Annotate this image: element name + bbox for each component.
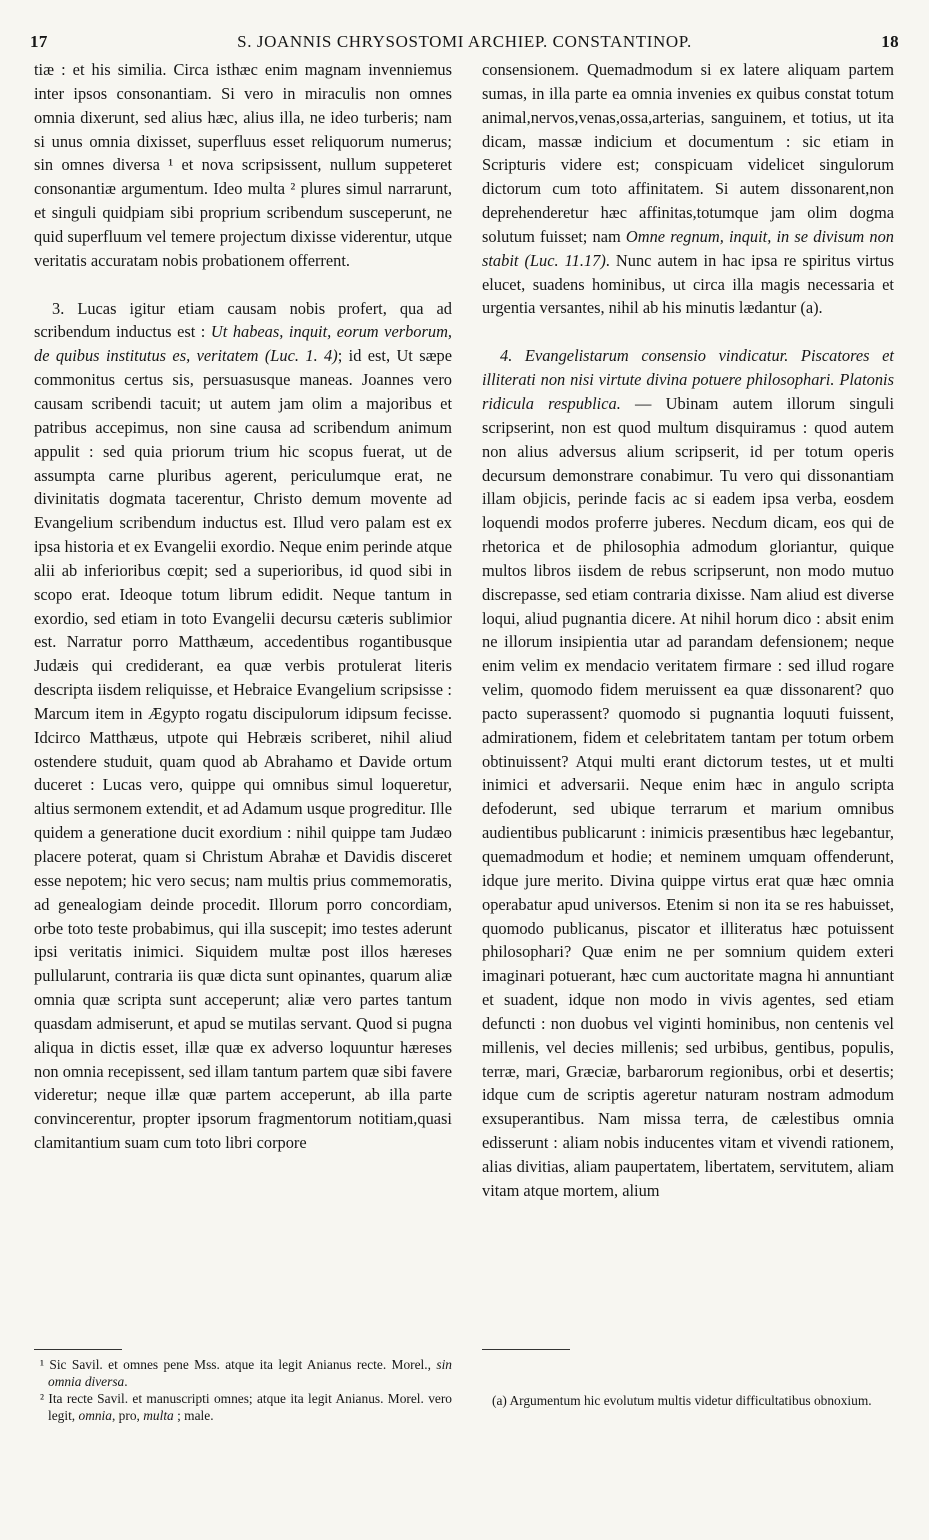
regnum-reference: (Luc. 11.17) <box>518 250 606 270</box>
regnum-quote: Omne regnum, inquit, in se divisum non stabit <box>482 226 894 270</box>
running-title: S. JOANNIS CHRYSOSTOMI ARCHIEP. CONSTANTINOP. <box>237 32 692 51</box>
footnote-a: (a) Argumentum hic evolutum multis videtur difficultatibus obnoxium. <box>492 1393 872 1408</box>
footnote-2-mid: , pro, <box>111 1408 144 1423</box>
paragraph-continued: tiæ : et his similia. Circa isthæc enim magnam invenniemus inter ipsos consonantiam. Si vero in miraculis non omnes omnia dixerunt, sed alius hæc, alius illa, ne ideo turberis; nam si unus omnia dixisset, superfluus esset reliquorum numerus; sin omnes diversa ¹ et nova scripsissent, nullum suppeteret consonantiæ argumentum. Ideo multa ² plures simul narrarunt, et singuli quidpiam sibi proprium scribendum susceperunt, ne quid superfluum vel temere projectum dixisse viderentur, utque veritatis accuratam nobis probationem offerrent. <box>34 60 452 270</box>
footnote-1 <box>40 1356 452 1390</box>
section-4-body: — Ubinam autem illorum singuli scripserint, non est quod multum disquiramus : quod autem non alius adversus alium scripserit, id per totum operis decursum demonstrare conabimur. Tu vero qui dissonantiam illam objicis, perinde facis ac si eadem ipsa verba, eosdem loquendi modos proferre juberes. Necdum dicam, eos qui de rhetorica et de philosophia admodum gloriantur, quique multos libros iisdem de rebus scripserunt, non modo mutuo discrepasse, sed etiam contraria dixisse. Nam aliud est diverse loqui, aliud pugnantia dicere. At nihil horum dico : absit enim ne illorum insipientia utar ad parandam defensionem; neque enim velim ex mendacio veritatem firmare : sed illud rogare velim, quomodo fidem meruissent ea quæ dissonarent? quo pacto superassent? quomodo si pugnantia loquuti fuissent, admirationem, fidem et celebritatem tantam per totum orbem obtinuissent? Atqui multi erant dictorum testes, ut et multi inimici et adversarii. Neque enim hæc in angulo scripta defoderunt, sed ubique terrarum et marium omnibus audientibus publicarunt : inimicis præsentibus hæc legebantur, quemadmodum et hodie; et neminem umquam offenderunt, idque jure merito. Divina quippe virtus erat quæ hæc omnia operabatur apud universos. Etenim si non ita se res habuisset, quomodo publicanus, piscator et illiteratus hæc potuissent philosophari? Quæ enim ne per somnium quidem exteri imaginari potuerant, hæc cum auctoritate magna hi annuntiant et suadent, idque non modo in vivis agentes, sed etiam defuncti : non duobus vel viginti hominibus, non centenis vel millenis, vel decies millenis; sed urbibus, gentibus, populis, terræ, mari, Græciæ, barbarorum regionibus, orbi et desertis; idque cum de scriptis ageretur naturam nostram admodum exsuperantibus. Nam missa terra, de cælestibus omnia edisserunt : aliam nobis inducentes vitam et vivendi rationem, alias divitias, aliam paupertatem, libertatem, servitutem, aliam vitam atque mortem, alium <box>482 393 895 1200</box>
page-number-right: 18 <box>881 32 899 51</box>
right-column <box>482 58 894 1203</box>
page-number-left: 17 <box>30 32 48 51</box>
footnotes-right <box>486 1392 892 1409</box>
footnote-rule-left <box>34 1349 122 1350</box>
footnote-1-end: . <box>124 1374 128 1389</box>
footnote-2-variant-a: omnia <box>78 1408 112 1423</box>
luke-quote: Ut habeas, inquit, eorum verborum, de quibus institutus es, veritatem (Luc. 1. 4) <box>34 322 453 366</box>
left-column <box>34 58 452 1155</box>
footnote-2 <box>40 1390 452 1424</box>
consensio-text-b: . Nunc autem in hac ipsa re spiritus virtus elucet, suadens hominibus, ut circa illa magis necessaria et urgentia versantes, nihil ab his minutis lædantur (a). <box>482 250 894 318</box>
footnote-2-end: ; male. <box>173 1408 214 1423</box>
footnote-1-text: ¹ Sic Savil. et omnes pene Mss. atque ita legit Anianus recte. Morel., <box>40 1357 437 1372</box>
section-4-heading: 4. Evangelistarum consensio vindicatur. Piscatores et illiterati non nisi virtute divina potuere philosophari. Platonis ridicula respublica. <box>482 346 894 413</box>
section-3-body: ; id est, Ut sæpe commonitus certus sis, persuasusque maneas. Joannes vero causam scribendi tacuit; ut autem jam olim a majoribus et patribus accepimus, non sine causa ad scribendum animum appulit : sed quia priorum trium hic scopus fuerat, ut de assumpta carne pluribus agerent, periculumque erat, ne divinitatis dogmata tacerentur, Christo demum movente ad Evangelium scribendum inductus est. Illud vero palam est ex ipsa historia et ex Evangelii exordio. Neque enim perinde atque alii ab inferioribus cœpit; sed a superioribus, id quod sibi in scopo erat. Ideoque totum librum edidit. Neque tantum in exordio, sed etiam in toto Evangelii decursu cæteris sublimior est. Narratur porro Matthæum, accedentibus rogantibusque Judæis qui crediderant, ea quæ verbis protulerat literis descripta iisdem reliquisse, et Hebraice Evangelium scripsisse : Marcum item in Ægypto rogatu discipulorum idipsum fecisse. Idcirco Matthæus, utpote qui Hebræis scriberet, nihil aliud ostendere studuit, quam quod ab Abrahamo et Davide ortum duceret : Lucas vero, quippe qui omnibus simul loqueretur, altius sermonem extendit, et ad Adamum usque progreditur. Ille quidem a generatione ducit exordium : nihil quippe tam Judæo placere poterat, quam si Christum Abrahæ et Davidis disceret esse nepotem; hic vero secus; nam multis prius commemoratis, ad genealogiam deinde procedit. Illorum porro concordiam, orbe toto teste probabimus, qui illa suscepit; imo testes aderunt ipsi veritatis inimici. Siquidem multæ post illos hæreses pullularunt, contraria iis quæ dicta sunt opinantes, quarum aliæ omnia quæ scripta sunt acceperunt; aliæ vero partes tantum quasdam admiserunt, et apud se mutilas servant. Quod si pugna aliqua in dictis esset, illæ quæ ex adverso loquuntur hæreses non omnia recepissent, sed illam tantum partem quæ sibi favere videretur; neque illæ quæ partem acceperunt, ab illa parte convincerentur, propter ipsorum fragmentorum notitiam,quasi clamitantium suam cum toto libri corpore <box>34 346 453 1153</box>
consensio-text-a: consensionem. Quemadmodum si ex latere aliquam partem sumas, in illa parte ea omnia invenies ex quibus constat totum animal,nervos,venas,ossa,arterias, sanguinem, et totius, ut ita dicam, massæ indicium et documentum : sic etiam in Scripturis videre est; conspicuam videlicet singulorum dictorum cum toto affinitatem. Si autem dissonarent,non deprehenderetur hæc affinitas,totumque jam olim dogma solutum fuisset; nam <box>482 60 894 246</box>
paragraph-consensio <box>482 58 894 320</box>
paragraph-section-4 <box>482 344 894 1202</box>
section-3-lead: 3. Lucas igitur etiam causam nobis profert, qua ad scribendum inductus est : <box>34 298 452 342</box>
running-header <box>30 32 899 56</box>
paragraph-section-3 <box>34 297 452 1155</box>
footnote-2-text: ² Ita recte Savil. et manuscripti omnes; atque ita legit Anianus. Morel. vero legit, <box>40 1391 452 1423</box>
footnote-2-variant-b: multa <box>143 1408 174 1423</box>
footnote-1-variant: sin omnia diversa <box>48 1357 452 1389</box>
footnotes-left <box>34 1356 452 1424</box>
footnote-rule-right <box>482 1349 570 1350</box>
